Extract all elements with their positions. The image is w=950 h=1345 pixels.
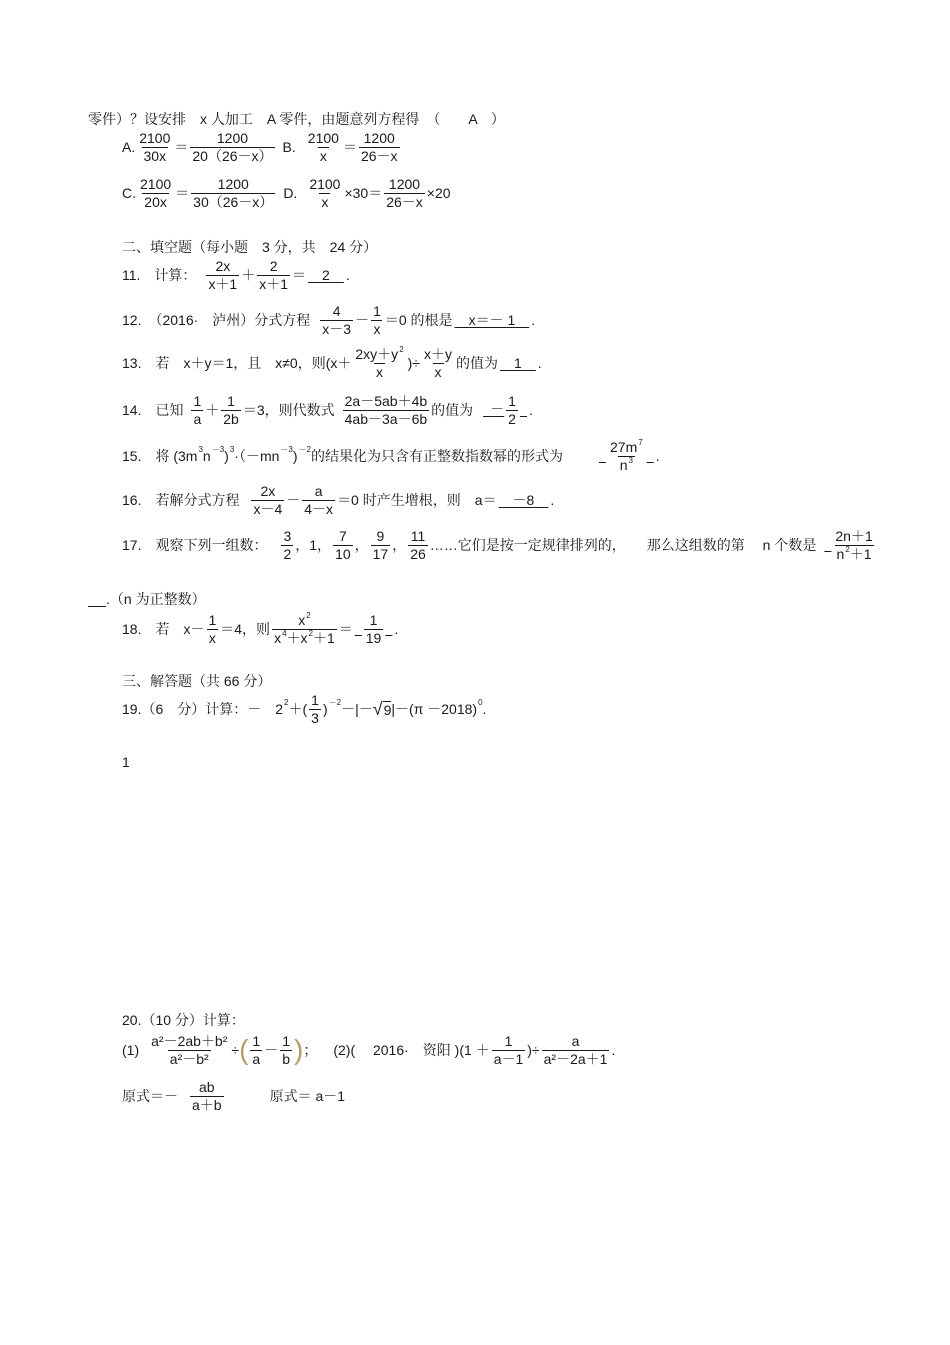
fraction: $\frac{ab}{a+b}$ bbox=[192, 1079, 222, 1113]
question-20-answers: 原式＝－ $\frac{ab}{a+b}$ 原式＝ a－1 bbox=[122, 1079, 346, 1113]
question-17-continuation: .（n 为正整数） bbox=[88, 589, 206, 609]
fraction: $\frac{1}{b}$ bbox=[282, 1033, 290, 1067]
fraction: $\frac{2100}{x}$ bbox=[307, 130, 339, 164]
fraction: $\frac{1200}{30(26-x)}$ bbox=[193, 176, 274, 210]
question-18: 18. 若 x－ $\frac{1}{x}$ ＝4，则 $\frac{x^2}{x^4+x^2+1}$ ＝ $\frac{1}{19}$ . bbox=[122, 611, 399, 646]
fraction: $\frac{a}{4-x}$ bbox=[304, 483, 334, 517]
fraction: $\frac{2a-5ab+4b}{4ab-3a-6b}$ bbox=[344, 393, 428, 427]
question-19-answer: 1 bbox=[122, 754, 130, 770]
fraction: $\frac{1}{2b}$ bbox=[223, 393, 239, 427]
question-15: 15. 将 (3m 3 n －3 ) 3 ·（－mn －3 ) －2 的结果化为只含有正整数指数幂的形式为 $\frac{27m^7}{n^3}$ . bbox=[122, 438, 660, 473]
fraction: $\frac{1200}{20(26-x)}$ bbox=[192, 130, 273, 164]
q10-options-cd: C. $\frac{2100}{20x}$ ＝ $\frac{1200}{30(26-x)}$ D. $\frac{2100}{x}$ ×30＝ $\frac{1200}{26-x}$ ×20 bbox=[122, 176, 451, 210]
answer-blank: x＝－ 1 bbox=[468, 312, 516, 329]
question-17: 17. 观察下列一组数： $\frac{3}{2}$ ，1， $\frac{7}{10}$ ， $\frac{9}{17}$ ， $\frac{11}{26}$ ……它们是按一定规律排列的， 那么这组数的第 n 个数是 $\frac{2n+1}{n^2+1}$ bbox=[122, 529, 879, 561]
question-14: 14. 已知 $\frac{1}{a}$ ＋ $\frac{1}{2b}$ ＝3，则代数式 $\frac{2a-5ab+4b}{4ab-3a-6b}$ 的值为 － $\frac{1}{2}$ . bbox=[122, 393, 533, 427]
fraction: $\frac{x+y}{x}$ bbox=[424, 346, 452, 380]
fraction: $\frac{x^2}{x^4+x^2+1}$ bbox=[274, 611, 335, 646]
fraction: $\frac{1}{x}$ bbox=[208, 612, 217, 646]
question-16: 16. 若解分式方程 $\frac{2x}{x-4}$ － $\frac{a}{4-x}$ ＝0 时产生增根，则 a＝ －8 . bbox=[122, 483, 555, 517]
fraction: $\frac{4}{x-3}$ bbox=[322, 303, 352, 337]
fraction: $\frac{11}{26}$ bbox=[410, 528, 426, 562]
answer-blank: $\frac{2n+1}{n^2+1}$ bbox=[835, 528, 873, 562]
question-11: 11. 计算： $\frac{2x}{x+1}$ ＋ $\frac{2}{x+1}$ ＝ 2 . bbox=[122, 258, 350, 292]
answer-blank: 2 bbox=[322, 267, 330, 284]
fraction: $\frac{\text{a²－2ab＋b²}}{\text{a²－b²}}$ bbox=[151, 1033, 228, 1067]
fraction: $\frac{2xy+y^2}{x}$ bbox=[355, 345, 404, 380]
fraction: $\frac{1200}{26-x}$ bbox=[386, 176, 423, 210]
fraction: $\frac{9}{17}$ bbox=[372, 528, 389, 562]
fraction: $\frac{1}{a}$ bbox=[193, 393, 202, 427]
question-13: 13. 若 x＋y＝1，且 x≠0，则(x＋ $\frac{2xy+y^2}{x}$ )÷ $\frac{x+y}{x}$ 的值为 1 . bbox=[122, 345, 542, 380]
right-paren: ) bbox=[294, 1034, 304, 1066]
fraction: $\frac{2100}{x}$ bbox=[309, 176, 341, 210]
fraction: $\frac{1}{a}$ bbox=[252, 1033, 261, 1067]
option-c-label: C. bbox=[122, 185, 136, 202]
answer-blank: 1 bbox=[514, 355, 522, 372]
answer-blank: － $\frac{1}{2}$ bbox=[490, 393, 516, 427]
section-heading-solve: 三、解答题（共 66 分） bbox=[122, 673, 272, 689]
q10-stem: 零件）？设安排 x 人加工 A 零件，由题意列方程得 （ A ） bbox=[88, 111, 505, 127]
fraction: $\frac{2100}{20x}$ bbox=[140, 176, 172, 210]
answer-blank: $\frac{1}{19}$ bbox=[365, 612, 382, 646]
square-root: √ 9 bbox=[372, 699, 392, 720]
option-a-label: A. bbox=[122, 139, 136, 156]
answer-blank: $\frac{27m^7}{n^3}$ bbox=[610, 438, 643, 473]
fraction: $\frac{1}{a-1}$ bbox=[493, 1033, 524, 1067]
question-20-parts: (1) $\frac{\text{a²－2ab＋b²}}{\text{a²－b²}}$ ÷ ( $\frac{1}{a}$ － $\frac{1}{b}$ ) ； (2)( 2016· 资阳 )(1 ＋ $\frac{1}{a-1}$ )÷ $\frac{a}{\text{a²－2a＋1}}$ . bbox=[122, 1033, 616, 1067]
question-19: 19.（6 分）计算：－ 2 2 ＋( $\frac{1}{3}$ ) －2 －|－ √ 9 |－(π －2018) 0 . bbox=[122, 692, 487, 726]
q10-options-ab: A. $\frac{2100}{30x}$ ＝ $\frac{1200}{20(26-x)}$ B. $\frac{2100}{x}$ ＝ $\frac{1200}{26-x}$ bbox=[122, 130, 398, 164]
fraction: $\frac{3}{2}$ bbox=[283, 528, 292, 562]
option-d-label: D. bbox=[283, 185, 298, 202]
answer-blank: －8 bbox=[512, 492, 535, 509]
fraction: $\frac{1}{3}$ bbox=[311, 692, 319, 726]
fraction: $\frac{1200}{26-x}$ bbox=[360, 130, 398, 164]
question-20: 20.（10 分）计算： bbox=[122, 1012, 245, 1028]
option-b-label: B. bbox=[282, 139, 296, 156]
fraction: $\frac{2100}{30x}$ bbox=[139, 130, 171, 164]
fraction: $\frac{2x}{x-4}$ bbox=[253, 483, 283, 517]
fraction: $\frac{2}{x+1}$ bbox=[259, 258, 289, 292]
left-paren: ( bbox=[239, 1034, 249, 1066]
question-12: 12. （2016· 泸州）分式方程 $\frac{4}{x-3}$ － $\frac{1}{x}$ ＝0 的根是 x＝－ 1 . bbox=[122, 303, 536, 337]
section-heading-fill-in: 二、填空题（每小题 3 分，共 24 分） bbox=[122, 239, 378, 255]
fraction: $\frac{1}{x}$ bbox=[373, 303, 381, 337]
fraction: $\frac{a}{\text{a²－2a＋1}}$ bbox=[543, 1033, 608, 1067]
fraction: $\frac{7}{10}$ bbox=[335, 528, 351, 562]
fraction: $\frac{2x}{x+1}$ bbox=[208, 258, 238, 292]
